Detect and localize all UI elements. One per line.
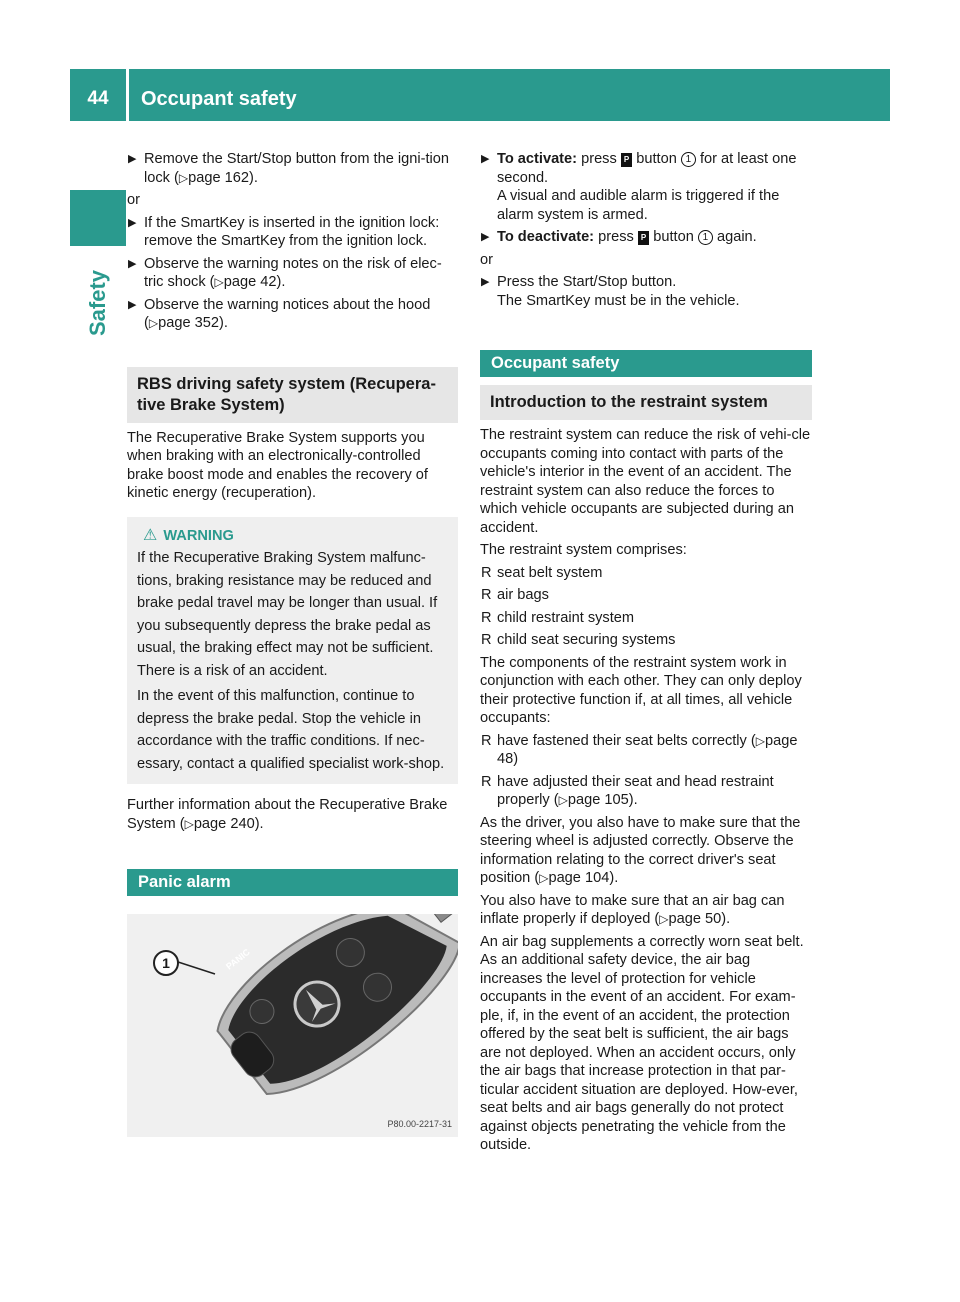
rbs-heading: RBS driving safety system (Recupera-tive Brake System) [127, 367, 458, 423]
paragraph: You also have to make sure that an air bag can inflate properly if deployed (▷page 50). [480, 892, 785, 927]
page-number: 44 [87, 88, 109, 109]
page-ref-triangle-icon: ▷ [214, 275, 224, 289]
bullet-r-icon: R [481, 632, 492, 648]
instruction-step: ▶ Remove the Start/Stop button from the igni-tion lock (▷page 162). [128, 151, 450, 186]
left-column [127, 150, 458, 1137]
instruction-step: ▶ Observe the warning notices about the hood (▷page 352). [128, 296, 431, 331]
instruction-step: ▶ If the SmartKey is inserted in the ignition lock: remove the SmartKey from the ignition lock. [128, 214, 440, 249]
section-tab-block [70, 190, 126, 246]
paragraph: The restraint system can reduce the risk of vehi-cle occupants coming into contact with parts of the vehicle's interior in the event of an accident. The restraint system can also reduce the forces to which vehicle occupants are subjected during an accident. [480, 427, 811, 536]
bullet-r-icon: R [481, 773, 492, 790]
arrow-right-icon: ▶ [128, 153, 137, 165]
bullet-r-icon: R [481, 609, 492, 626]
arrow-right-icon: ▶ [128, 216, 137, 229]
panic-button-icon: P [621, 153, 632, 167]
panic-button-label: PANIC [224, 946, 252, 972]
page-reference[interactable]: page 42 [223, 274, 277, 290]
warning-title: ⚠ WARNING [143, 525, 450, 548]
arrow-right-icon: ▶ [128, 298, 137, 311]
page-ref-triangle-icon: ▷ [539, 871, 549, 885]
smartkey-illustration [127, 914, 458, 1137]
warning-box [127, 517, 458, 785]
arrow-right-icon: ▶ [481, 231, 490, 243]
list-item: R child restraint system [481, 609, 635, 626]
or-separator: or [480, 251, 493, 268]
page-reference[interactable]: page 48 [497, 732, 798, 767]
list-item: R have adjusted their seat and head restraint properly (▷page 105). [481, 773, 774, 808]
callout-1: 1 [153, 950, 179, 976]
callout-1-icon: 1 [698, 230, 713, 245]
list-item: R child seat securing systems [481, 632, 676, 648]
page-header [70, 69, 890, 121]
warning-text: In the event of this malfunction, continue to depress the brake pedal. Stop the vehicle in accordance with the traffic conditions. If nec-essary, contact a qualified specialist work-shop. [137, 688, 445, 772]
page-ref-triangle-icon: ▷ [148, 316, 159, 330]
smartkey-icon [127, 914, 458, 1137]
page-title: Occupant safety [141, 88, 297, 110]
arrow-right-icon: ▶ [481, 153, 490, 165]
page-ref-triangle-icon: ▷ [755, 733, 765, 748]
or-separator: or [127, 192, 140, 208]
rbs-body: The Recuperative Brake System supports you when braking with an electronically-controlled brake boost mode and enables the recovery of kinetic energy (recuperation). [127, 429, 428, 501]
section-tab-label: Safety [85, 269, 110, 337]
header-divider [126, 69, 129, 121]
arrow-right-icon: ▶ [481, 276, 490, 288]
instruction-step: ▶ Press the Start/Stop button. The SmartKey must be in the vehicle. [481, 274, 740, 309]
page-reference[interactable]: page 105 [567, 792, 629, 808]
instruction-step: ▶ Observe the warning notes on the risk of elec-tric shock (▷page 42). [128, 255, 442, 290]
paragraph: As the driver, you also have to make sure that the steering wheel is adjusted correctly. Observe the information relating to the correct driver's seat position (▷page 104). [480, 814, 801, 886]
instruction-step: ▶ To activate: press P button 1 for at least one second. A visual and audible alarm is triggered if the alarm system is armed. [481, 151, 797, 223]
panic-alarm-heading: Panic alarm [127, 869, 458, 896]
occupant-safety-heading: Occupant safety [480, 350, 812, 377]
instruction-step: ▶ To deactivate: press P button 1 again. [481, 229, 757, 245]
paragraph: The components of the restraint system work in conjunction with each other. They can only deploy their protective function if, at all times, all vehicle occupants: [480, 654, 802, 726]
bullet-r-icon: R [481, 732, 492, 749]
paragraph: The restraint system comprises: [480, 542, 687, 558]
warning-text: If the Recuperative Braking System malfunc-tions, braking resistance may be reduced and brake pedal travel may be longer than usual. If you subsequently depress the brake pedal as usual, the braking effect may not be sufficient. There is a risk of an accident. [137, 550, 438, 679]
arrow-right-icon: ▶ [128, 257, 137, 270]
restraint-intro-heading: Introduction to the restraint system [480, 385, 812, 420]
page-reference[interactable]: page 162 [188, 169, 249, 186]
page-reference[interactable]: page 240 [193, 815, 255, 832]
list-item: R seat belt system [481, 564, 603, 581]
page-ref-triangle-icon: ▷ [178, 170, 189, 185]
warning-triangle-icon: ⚠ [143, 526, 158, 544]
list-item: R air bags [481, 587, 549, 603]
page-reference[interactable]: page 104 [548, 870, 610, 886]
section-tab [72, 258, 124, 348]
image-code: P80.00-2217-31 [387, 1118, 452, 1129]
page-ref-triangle-icon: ▷ [659, 912, 669, 926]
right-column [480, 150, 812, 1159]
bullet-r-icon: R [481, 587, 492, 603]
list-item: R have fastened their seat belts correctly (▷page 48) [481, 732, 798, 767]
page-ref-triangle-icon: ▷ [184, 816, 194, 831]
further-info: Further information about the Recuperative Brake System (▷page 240). [127, 797, 448, 832]
page-ref-triangle-icon: ▷ [558, 793, 568, 807]
callout-1-icon: 1 [681, 152, 696, 167]
panic-button-icon: P [638, 231, 649, 245]
bullet-r-icon: R [481, 564, 492, 581]
page-reference[interactable]: page 50 [668, 911, 722, 927]
paragraph: An air bag supplements a correctly worn seat belt. As an additional safety device, the air bag increases the level of protection for vehicle occupants in the event of an accident. For exam-ple, if, in the event of an accident, the protection offered by the seat belt is sufficient, the air bags are not deployed. When an accident occurs, only the air bags that increase protection in that par-ticular accident situation are deployed. How-ever, seat belts and air bags generally do not protect against objects penetrating the vehicle from the outside. [480, 933, 804, 1153]
page-reference[interactable]: page 352 [158, 315, 219, 331]
